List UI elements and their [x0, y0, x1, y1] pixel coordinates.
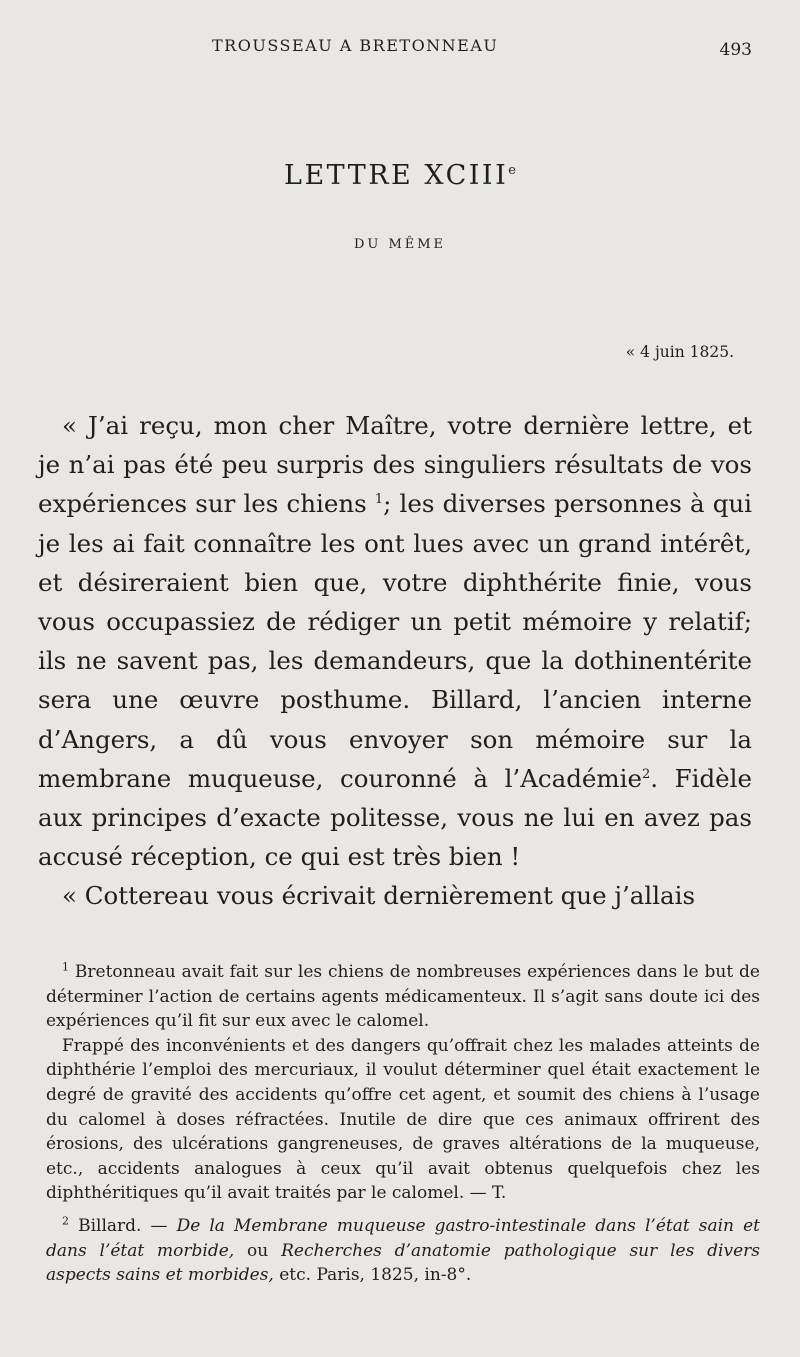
letter-title-superscript: e: [508, 163, 516, 178]
dateline: « 4 juin 1825.: [625, 343, 734, 361]
footnote-title: De la Membrane muqueuse gastro-intestinale dans l’état sain et dans l’état morbide,: [46, 1215, 760, 1261]
footnotes: [46, 960, 760, 1288]
footnote-text: Bretonneau avait fait sur les chiens de nombreuses expériences dans le but de déterminer l’action de certains agents médicamenteux. Il s’agit sans doute ici des expériences qu’il fit sur eux avec le calomel.: [46, 962, 760, 1032]
running-head: TROUSSEAU A BRETONNEAU: [212, 36, 499, 55]
body-paragraph-1: [38, 406, 752, 876]
footnote-1-continuation: Frappé des inconvénients et des dangers qu’offrait chez les malades atteints de diphthérie l’emploi des mercuriaux, il voulut déterminer quel était exactement le degré de gravité des accidents qu’offre cet agent, et soumit des chiens à l’usage du calomel à doses réfractées. Inutile de dire que ces animaux offrirent des érosions, des ulcérations gangreneuses, de graves altérations de la muqueuse, etc., accidents analogues à ceux qu’il avait obtenus quelquefois chez les diphthéritiques qu’il avait traités par le calomel. — T.: [46, 1035, 760, 1204]
footnote-ref-2: 2: [641, 766, 651, 782]
page-number: 493: [719, 40, 752, 60]
letter-subtitle: DU MÊME: [353, 237, 447, 252]
footnote-ref-1: 1: [374, 492, 384, 508]
body-text: . Fidèle aux principes d’exacte politesse, vous ne lui en avez pas accusé réception, ce qui est très bien !: [38, 763, 752, 872]
body-text: « J’ai reçu, mon cher Maître, votre dernière lettre, et je n’ai pas été peu surpris des singuliers résultats de vos expériences sur les chiens: [38, 411, 752, 519]
body-paragraph-2: « Cottereau vous écrivait dernièrement que j’allais: [62, 881, 696, 911]
footnote-author: Billard. —: [69, 1215, 177, 1236]
letter-body: [38, 406, 752, 916]
footnote-number: 2: [62, 1214, 69, 1228]
body-text: ; les diverses personnes à qui je les ai fait connaître les ont lues avec un grand intérêt, et désireraient bien que, votre diphthérite finie, vous vous occupassiez de rédiger un petit mémoire y relatif; ils ne savent pas, les demandeurs, que la dothinentérite sera une œuvre posthume. Billard, l’ancien interne d’Angers, a dû vous envoyer son mémoire sur la membrane muqueuse, couronné à l’Académie: [38, 489, 752, 793]
letter-title: [0, 160, 800, 191]
footnote-subtitle: Recherches d’anatomie pathologique sur les divers aspects sains et morbides,: [46, 1240, 760, 1286]
letter-title-text: LETTRE XCIII: [284, 160, 509, 191]
footnote-1: [46, 960, 760, 1034]
footnote-text: ou: [234, 1240, 282, 1261]
footnote-text: etc. Paris, 1825, in-8°.: [273, 1265, 472, 1286]
footnote-2: [46, 1214, 760, 1288]
footnote-number: 1: [62, 960, 69, 974]
